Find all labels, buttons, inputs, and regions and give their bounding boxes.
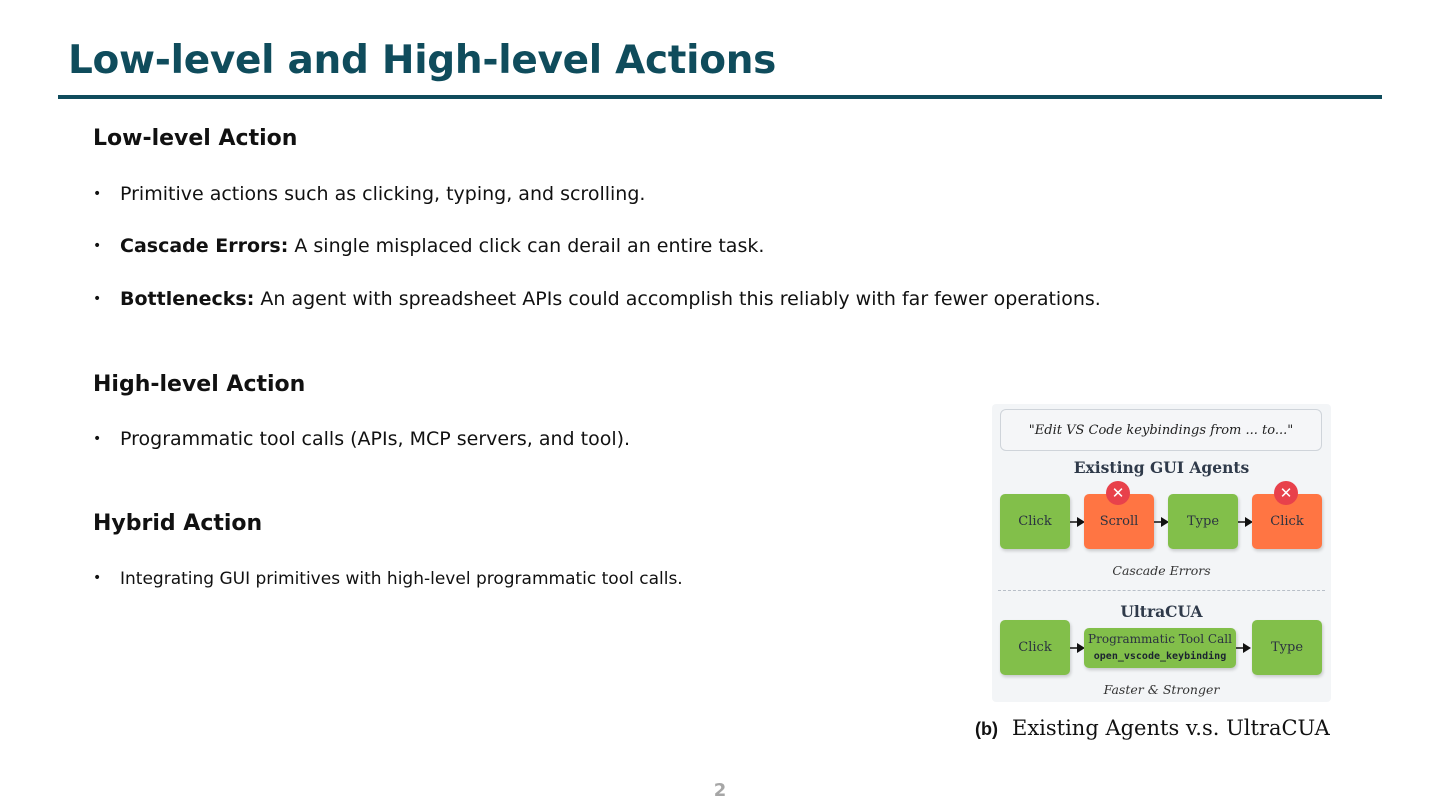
bullet-programmatic-tool-calls: • Programmatic tool calls (APIs, MCP servers, and tool). xyxy=(93,428,631,450)
bullet-term: Bottlenecks: xyxy=(120,288,255,310)
comparison-figure xyxy=(992,404,1331,702)
figure-caption-tag: (b) xyxy=(975,719,998,739)
error-x-icon: ✕ xyxy=(1274,481,1298,505)
tool-call-label: Programmatic Tool Call xyxy=(1088,632,1232,646)
section-heading-high-level: High-level Action xyxy=(93,372,306,397)
step-programmatic-tool-call xyxy=(1084,628,1236,668)
ultracua-heading: UltraCUA xyxy=(1120,602,1203,621)
error-x-icon: ✕ xyxy=(1106,481,1130,505)
figure-caption-text: Existing Agents v.s. UltraCUA xyxy=(1011,716,1330,740)
step-scroll: Scroll xyxy=(1084,494,1154,549)
slide-title: Low-level and High-level Actions xyxy=(68,38,777,83)
existing-agents-heading: Existing GUI Agents xyxy=(1073,458,1250,477)
section-heading-hybrid: Hybrid Action xyxy=(93,511,263,536)
bullet-primitive-actions: • Primitive actions such as clicking, typing, and scrolling. xyxy=(93,183,646,205)
faster-stronger-caption: Faster & Stronger xyxy=(1103,682,1220,697)
bullet-term: Cascade Errors: xyxy=(120,235,289,257)
step-type: Type xyxy=(1168,494,1238,549)
dashed-divider xyxy=(998,590,1325,591)
step-click-failed: Click xyxy=(1252,494,1322,549)
bullet-dot: • xyxy=(93,570,102,586)
bullet-dot: • xyxy=(93,431,102,447)
bullet-bottlenecks: • Bottlenecks: An agent with spreadsheet APIs could accomplish this reliably with far fewer operations. xyxy=(93,288,1101,310)
task-prompt-box: "Edit VS Code keybindings from ... to..." xyxy=(1000,409,1322,451)
step-click: Click xyxy=(1000,620,1070,675)
page-number: 2 xyxy=(713,780,727,801)
section-heading-low-level: Low-level Action xyxy=(93,126,298,151)
bullet-dot: • xyxy=(93,186,102,202)
step-click: Click xyxy=(1000,494,1070,549)
title-divider xyxy=(58,95,1382,99)
bullet-dot: • xyxy=(93,291,102,307)
bullet-dot: • xyxy=(93,238,102,254)
step-type: Type xyxy=(1252,620,1322,675)
figure-caption xyxy=(975,716,1330,740)
cascade-errors-caption: Cascade Errors xyxy=(1112,563,1211,578)
arrow-right-icon xyxy=(1236,642,1252,654)
bullet-cascade-errors: • Cascade Errors: A single misplaced click can derail an entire task. xyxy=(93,235,765,257)
bullet-hybrid: • Integrating GUI primitives with high-level programmatic tool calls. xyxy=(93,569,683,589)
tool-call-name: open_vscode_keybinding xyxy=(1093,651,1227,662)
